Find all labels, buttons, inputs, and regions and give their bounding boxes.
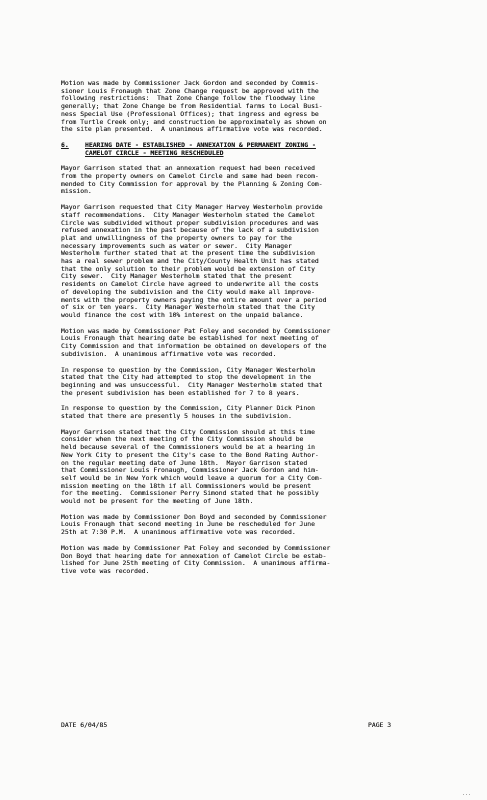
paragraph-annexation-request: Mayor Garrison stated that an annexation request had been received from the property owners on Camelot Circle and same had been recom- mended to City Commission for approval by the Planning & Zoning Com- mission. <box>61 164 323 196</box>
section-title-line2: CAMELOT CIRCLE - MEETING RESCHEDULED <box>85 148 224 157</box>
paragraph-zone-change-motion: Motion was made by Commissioner Jack Gordon and seconded by Commis- sioner Louis Fronaugh that Zone Change request be approved with the following restrictions: That Zone Change follow the floodway line generally; that Zone Change be from Residential farms to Local Busi- ness Special Use (Professional Offices); that ingress and egress be from Turtle Creek only; and construction be approximately as shown on the site plan presented. A unanimous affirmative vote was recorded. <box>61 79 327 134</box>
paragraph-annexation-hearing-motion: Motion was made by Commissioner Pat Foley and seconded by Commissioner Don Boyd that hearing date for annexation of Camelot Circle be estab- lished for June 25th meeting of City Commission. A unanimous affirma- tive vote was recorded. <box>61 543 331 575</box>
paragraph-reschedule-motion: Motion was made by Commissioner Don Boyd and seconded by Commissioner Louis Fronaugh that second meeting in June be rescheduled for June 25th at 7:30 P.M. A unanimous affirmative vote was recorded. <box>61 512 327 537</box>
footer-date: DATE 6/04/85 <box>61 721 108 729</box>
scan-mark: ... <box>462 791 472 797</box>
minutes-body <box>61 80 439 584</box>
section-number: 6. <box>61 140 69 149</box>
section-title-line1: HEARING DATE - ESTABLISHED - ANNEXATION & PERMANENT ZONING - <box>85 140 316 149</box>
paragraph-westerholm-response: In response to question by the Commission, City Manager Westerholm stated that the City had attempted to stop the development in the beginning and was unsuccessful. City Manager Westerholm stated that the present subdivision has been established for 7 to 8 years. <box>61 365 323 397</box>
paragraph-planner-response: In response to question by the Commission, City Planner Dick Pinon stated that there are presently 5 houses in the subdivision. <box>61 404 315 421</box>
section-heading <box>61 142 439 157</box>
paragraph-staff-recommendations: Mayor Garrison requested that City Manager Harvey Westerholm provide staff recommendations. City Manager Westerholm stated the Camelot Circle was subdivided without proper subdivision procedures and was refused annexation in the past because of the lack of a subdivision plat and unwillingness of the property owners to pay for the necessary improvements such as water or sewer. City Manager Westerholm further stated that at the present time the subdivision has a real sewer problem and the City/County Health Unit has stated that the only solution to their problem would be extension of City City sewer. City Manager Westerholm stated that the present residents on Camelot Circle have agreed to underwrite all the costs of developing the subdivision and the City would make all improve- ments with the property owners paying the entire amount over a period of six or ten years. City Manager Westerholm stated that the City would finance the cost with 10% interest on the unpaid balance. <box>61 203 327 319</box>
footer-page-number: PAGE 3 <box>368 721 392 729</box>
paragraph-next-meeting: Mayor Garrison stated that the City Commission should at this time consider when the next meeting of the City Commission should be held because several of the Commissioners would be at a hearing in New York City to present the City's case to the Bond Rating Author- on the regular meeting date of June 18th. Mayor Garrison stated that Commissioner Louis Fronaugh, Commissioner Jack Gordon and him- self would be in New York which would leave a quorum for a City Com- mission meeting on the 18th if all Commissioners would be present for the meeting. Commissioner Perry Simond stated that he possibly would not be present for the meeting of June 18th. <box>61 427 323 506</box>
paragraph-hearing-motion: Motion was made by Commissioner Pat Foley and seconded by Commissioner Louis Fronaugh that hearing date be established for next meeting of City Commission and that information be obtained on developers of the subdivision. A unanimous affirmative vote was recorded. <box>61 326 331 358</box>
